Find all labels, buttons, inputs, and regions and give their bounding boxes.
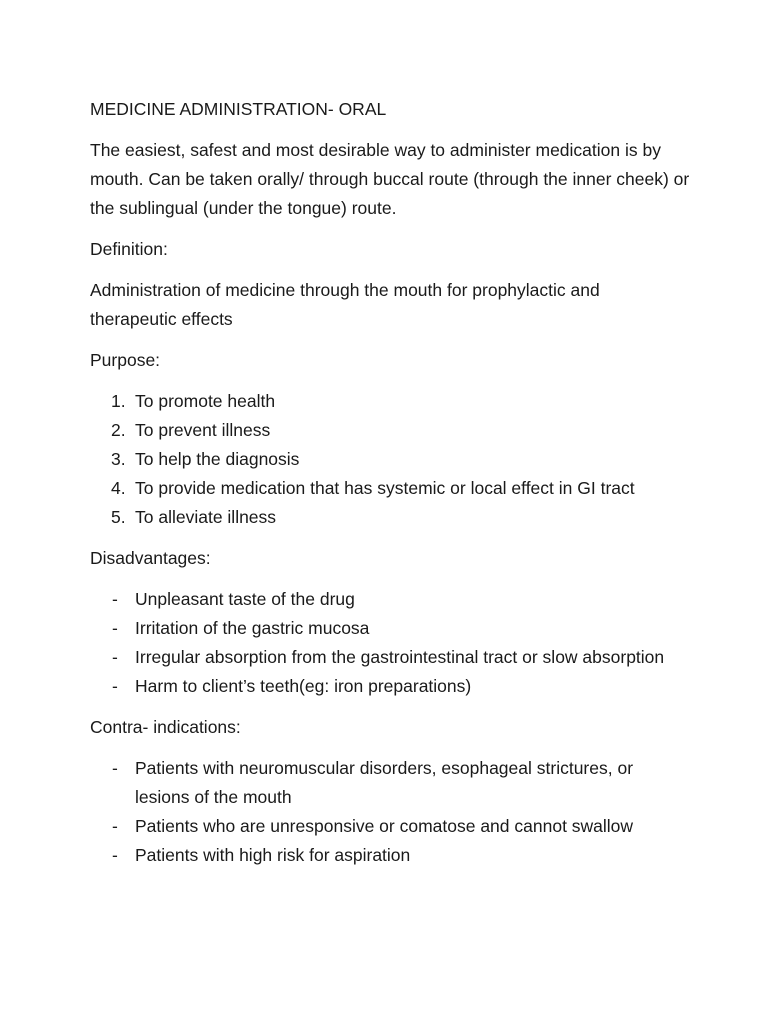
- list-item-text: Patients with high risk for aspiration: [135, 845, 411, 865]
- list-item: [90, 387, 690, 416]
- disadvantages-list: [90, 585, 690, 701]
- purpose-heading: Purpose:: [90, 350, 161, 370]
- list-item: [90, 614, 690, 643]
- list-item: [90, 812, 690, 841]
- list-item-text: Harm to client’s teeth(eg: iron preparations): [135, 676, 472, 696]
- document-page: [90, 95, 690, 882]
- list-marker: -: [112, 647, 118, 667]
- list-marker: -: [112, 618, 118, 638]
- list-item-text: To provide medication that has systemic or local effect in GI tract: [135, 478, 635, 498]
- list-item-text: Patients with neuromuscular disorders, esophageal strictures, or lesions of the mouth: [135, 758, 634, 807]
- list-item-text: To help the diagnosis: [135, 449, 300, 469]
- list-item-text: Irregular absorption from the gastrointestinal tract or slow absorption: [135, 647, 665, 667]
- list-item: [90, 754, 690, 812]
- list-item-text: Patients who are unresponsive or comatose and cannot swallow: [135, 816, 634, 836]
- list-item: [90, 643, 690, 672]
- list-marker: 3.: [111, 449, 126, 469]
- list-item-text: To promote health: [135, 391, 276, 411]
- disadvantages-heading: Disadvantages:: [90, 548, 211, 568]
- list-marker: -: [112, 816, 118, 836]
- list-marker: -: [112, 845, 118, 865]
- list-item-text: Irritation of the gastric mucosa: [135, 618, 370, 638]
- document-title: MEDICINE ADMINISTRATION- ORAL: [90, 99, 387, 119]
- list-marker: 2.: [111, 420, 126, 440]
- contra-indications-list: [90, 754, 690, 870]
- list-item: [90, 445, 690, 474]
- definition-paragraph: Administration of medicine through the mouth for prophylactic and therapeutic effects: [90, 280, 600, 329]
- list-item-text: To prevent illness: [135, 420, 271, 440]
- list-item: [90, 841, 690, 870]
- purpose-list: [90, 387, 690, 532]
- list-marker: 5.: [111, 507, 126, 527]
- intro-paragraph: The easiest, safest and most desirable way to administer medication is by mouth. Can be taken orally/ through buccal route (through the inner cheek) or the sublingual (under the tongue) route.: [90, 140, 690, 218]
- list-item: [90, 503, 690, 532]
- list-marker: -: [112, 676, 118, 696]
- definition-heading: Definition:: [90, 239, 168, 259]
- list-marker: -: [112, 758, 118, 778]
- list-marker: 4.: [111, 478, 126, 498]
- list-item: [90, 672, 690, 701]
- list-marker: -: [112, 589, 118, 609]
- list-item: [90, 474, 690, 503]
- list-marker: 1.: [111, 391, 126, 411]
- contra-indications-heading: Contra- indications:: [90, 717, 241, 737]
- list-item-text: Unpleasant taste of the drug: [135, 589, 355, 609]
- list-item: [90, 416, 690, 445]
- list-item: [90, 585, 690, 614]
- list-item-text: To alleviate illness: [135, 507, 277, 527]
